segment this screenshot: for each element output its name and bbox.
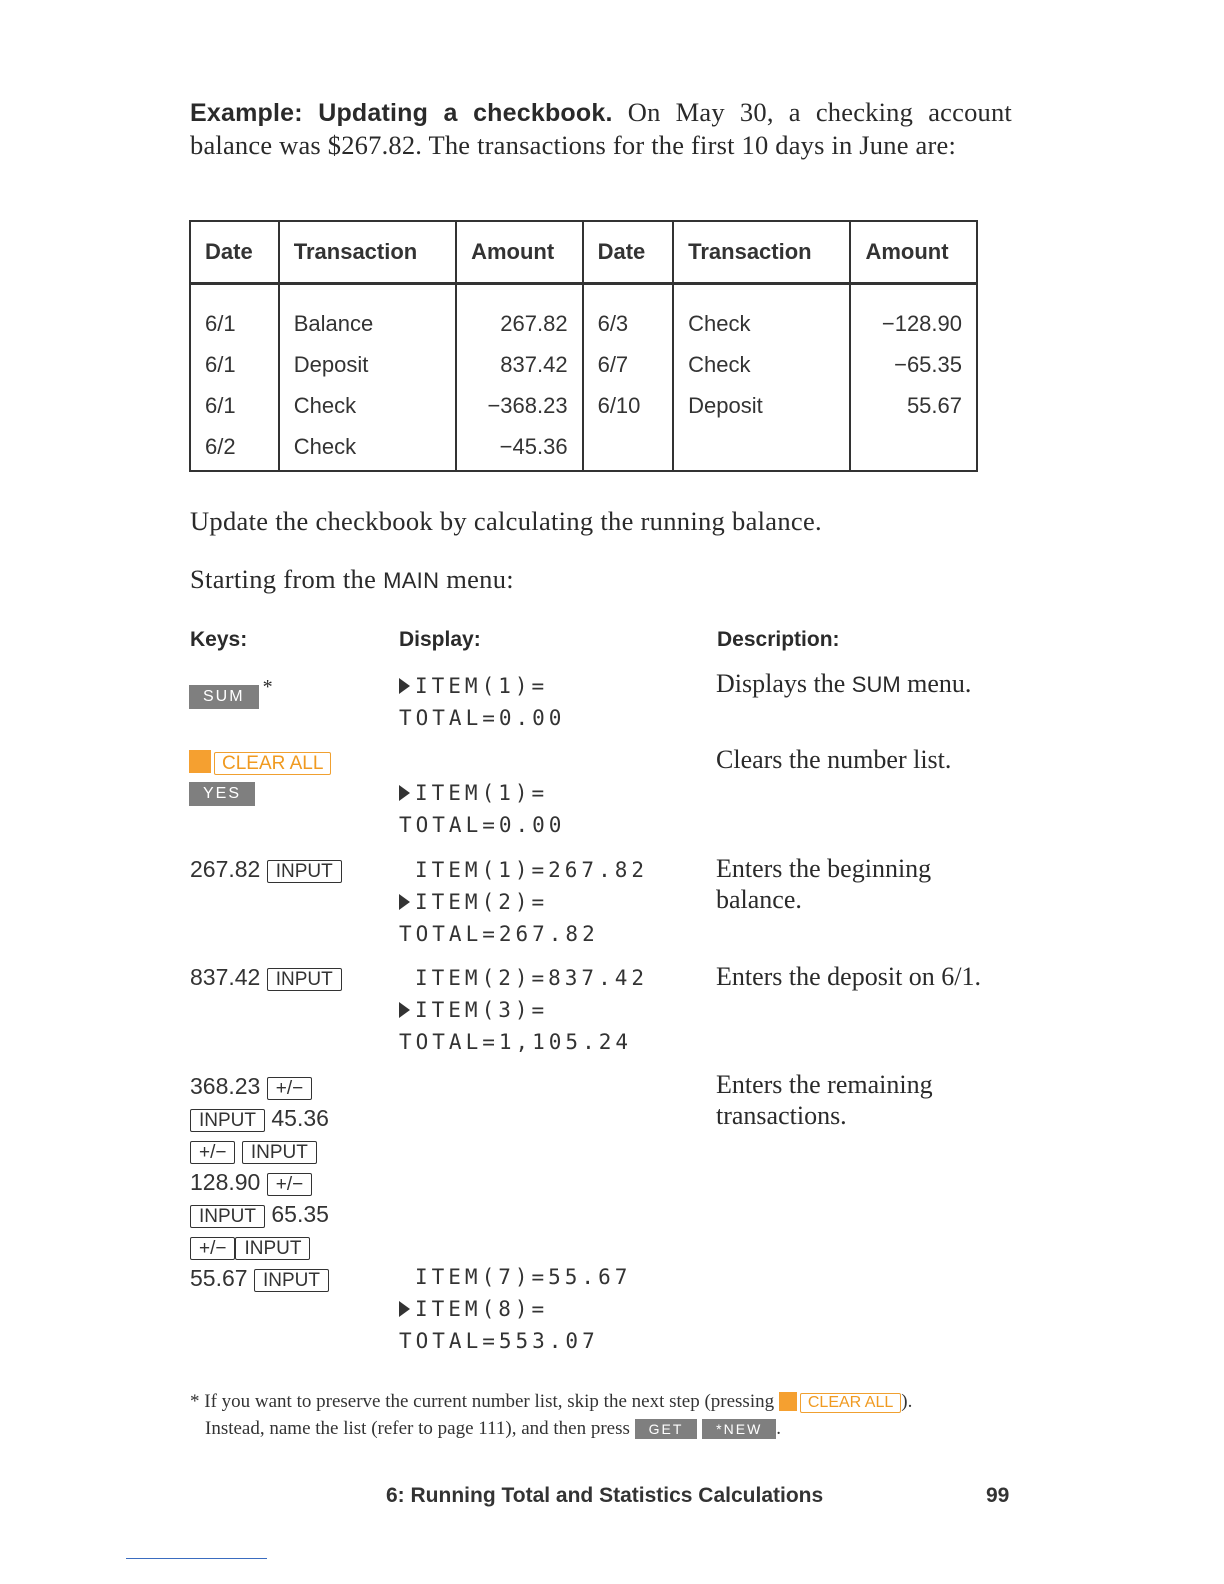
- pointer-icon: [399, 678, 410, 694]
- step-1-description: Displays the SUM menu.: [716, 669, 972, 698]
- number-entry: 368.23: [190, 1073, 261, 1099]
- instruction-paragraph: Update the checkbook by calculating the running balance.: [190, 506, 822, 536]
- number-entry: 267.82: [190, 856, 261, 882]
- get-menu-key[interactable]: GET: [635, 1419, 698, 1439]
- display-line: ITEM(1)=: [399, 670, 565, 702]
- table-cell: Check: [688, 352, 751, 377]
- change-sign-key[interactable]: +/−: [267, 1173, 312, 1196]
- number-entry: 65.35: [271, 1201, 329, 1227]
- pointer-icon: [399, 785, 410, 801]
- description-column-header: Description:: [717, 628, 840, 651]
- display-line: ITEM(2)=: [399, 886, 648, 918]
- sum-menu-label: SUM: [851, 672, 901, 697]
- table-cell: Check: [688, 311, 751, 336]
- display-line: ITEM(1)=: [399, 777, 565, 809]
- step-4-display: [399, 962, 648, 1058]
- sum-menu-key[interactable]: SUM: [189, 685, 259, 709]
- step-5-display: [399, 1261, 631, 1357]
- header-amount: Amount: [456, 221, 583, 284]
- input-key[interactable]: INPUT: [242, 1141, 317, 1164]
- table-cell: Check: [293, 393, 357, 418]
- footnote-text: .: [776, 1418, 782, 1439]
- intro-paragraph: [190, 96, 1012, 161]
- step-2-description: Clears the number list.: [716, 745, 952, 774]
- input-key[interactable]: INPUT: [254, 1269, 329, 1292]
- intro-text: On May 30, a checking account balance was $267.82. The transactions for the first 10 days in June are:: [190, 97, 1012, 160]
- step-1-display: [399, 670, 565, 734]
- table-cell: −368.23: [487, 393, 568, 418]
- input-key[interactable]: INPUT: [235, 1237, 310, 1260]
- table-cell: Deposit: [688, 393, 763, 418]
- display-line: TOTAL=0.00: [399, 813, 566, 837]
- transactions-table: [189, 220, 978, 472]
- header-date: Date: [190, 221, 279, 284]
- display-line: ITEM(7)=55.67: [415, 1265, 632, 1289]
- table-cell: −128.90: [881, 311, 962, 336]
- display-line: ITEM(1)=267.82: [415, 858, 649, 882]
- table-cell: 55.67: [906, 393, 962, 418]
- footnote-text: ).: [901, 1391, 913, 1412]
- shift-key-icon[interactable]: [189, 750, 211, 773]
- header-transaction: Transaction: [279, 221, 456, 284]
- display-line: TOTAL=1,105.24: [399, 1030, 633, 1054]
- table-cell: 267.82: [500, 311, 568, 336]
- step-2-keys: [189, 750, 331, 806]
- change-sign-key[interactable]: +/−: [190, 1237, 235, 1260]
- table-header-row: [190, 221, 977, 284]
- table-body: [190, 284, 977, 472]
- yes-menu-key[interactable]: YES: [189, 782, 255, 806]
- display-line: ITEM(8)=: [399, 1293, 631, 1325]
- display-line: ITEM(2)=837.42: [415, 966, 649, 990]
- step-3-description: Enters the beginning balance.: [716, 854, 932, 914]
- number-entry: 128.90: [190, 1169, 261, 1195]
- footnote-asterisk: *: [262, 676, 273, 698]
- display-line: TOTAL=0.00: [399, 706, 566, 730]
- header-date: Date: [583, 221, 674, 284]
- header-amount: Amount: [850, 221, 977, 284]
- starting-text: Starting from the: [190, 564, 384, 594]
- table-cell: 6/2: [205, 434, 236, 459]
- shift-key-icon[interactable]: [779, 1392, 797, 1411]
- main-menu-label: MAIN: [383, 568, 440, 593]
- date-column-right: [583, 284, 674, 472]
- display-column-header: Display:: [399, 628, 481, 651]
- number-entry: 45.36: [271, 1105, 329, 1131]
- table-cell: 6/1: [205, 311, 236, 336]
- pointer-icon: [399, 1002, 410, 1018]
- table-cell: −65.35: [894, 352, 962, 377]
- amount-column-right: [850, 284, 977, 472]
- number-entry: 837.42: [190, 964, 261, 990]
- display-line: ITEM(3)=: [399, 994, 648, 1026]
- example-heading: Example: Updating a checkbook.: [190, 99, 613, 127]
- step-1-keys: [189, 676, 273, 709]
- pointer-icon: [399, 894, 410, 910]
- new-menu-key[interactable]: *NEW: [702, 1419, 776, 1439]
- starting-text-end: menu:: [439, 564, 514, 594]
- date-column-left: [190, 284, 279, 472]
- footnote: [190, 1388, 1020, 1442]
- footnote-text: Instead, name the list (refer to page 111), and then press: [205, 1418, 635, 1439]
- starting-paragraph: [190, 564, 514, 595]
- transaction-column-right: [673, 284, 850, 472]
- clear-all-key[interactable]: CLEAR ALL: [214, 752, 331, 775]
- table-cell: 837.42: [500, 352, 568, 377]
- input-key[interactable]: INPUT: [267, 860, 342, 883]
- display-line: TOTAL=267.82: [399, 922, 599, 946]
- input-key[interactable]: INPUT: [190, 1109, 265, 1132]
- pointer-icon: [399, 1301, 410, 1317]
- step-4-keys: [190, 961, 342, 993]
- header-transaction: Transaction: [673, 221, 850, 284]
- table-cell: 6/1: [205, 352, 236, 377]
- table-cell: 6/10: [597, 393, 641, 418]
- table-cell: 6/7: [597, 352, 629, 377]
- display-line: TOTAL=553.07: [399, 1329, 599, 1353]
- amount-column-left: [456, 284, 583, 472]
- table-cell: Deposit: [293, 352, 369, 377]
- step-3-display: [399, 854, 648, 950]
- table-cell: 6/3: [597, 311, 629, 336]
- step-5-description: Enters the remaining transactions.: [716, 1070, 933, 1130]
- input-key[interactable]: INPUT: [267, 968, 342, 991]
- clear-all-key[interactable]: CLEAR ALL: [800, 1393, 901, 1413]
- input-key[interactable]: INPUT: [190, 1205, 265, 1228]
- step-4-description: Enters the deposit on 6/1.: [716, 962, 982, 991]
- keys-column-header: Keys:: [190, 628, 248, 651]
- step-5-keys: [190, 1070, 329, 1294]
- transaction-column-left: [279, 284, 456, 472]
- table-cell: Balance: [293, 311, 374, 336]
- change-sign-key[interactable]: +/−: [190, 1141, 235, 1164]
- footnote-text: * If you want to preserve the current number list, skip the next step (pressing: [190, 1391, 779, 1412]
- table-cell: Check: [293, 434, 357, 459]
- page-number: 99: [986, 1484, 1010, 1507]
- step-3-keys: [190, 853, 342, 885]
- table-cell: −45.36: [499, 434, 568, 459]
- bottom-rule: [126, 1558, 267, 1559]
- chapter-footer: 6: Running Total and Statistics Calculations: [386, 1484, 824, 1507]
- table-cell: 6/1: [205, 393, 236, 418]
- number-entry: 55.67: [190, 1265, 248, 1291]
- step-2-display: [399, 777, 565, 841]
- change-sign-key[interactable]: +/−: [267, 1077, 312, 1100]
